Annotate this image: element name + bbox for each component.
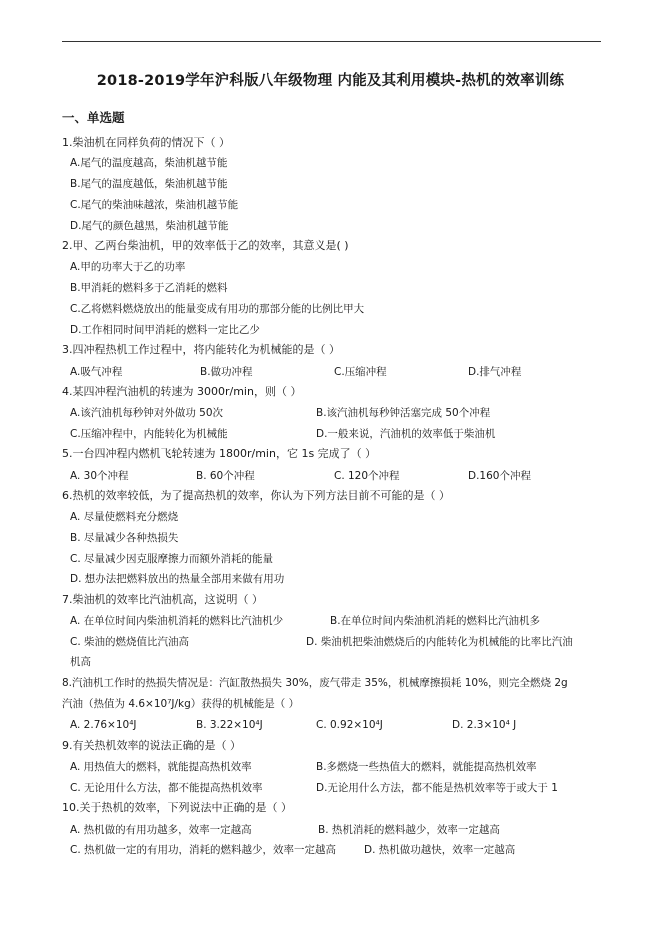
question-5-option-c: C. 120个冲程	[334, 470, 400, 482]
question-10-option-b: B. 热机消耗的燃料越少，效率一定越高	[318, 824, 500, 836]
question-10-option-c: C. 热机做一定的有用功，消耗的燃料越少，效率一定越高	[70, 844, 337, 856]
question-6-option-b: B. 尽量减少各种热损失	[70, 532, 179, 544]
question-6-option-a: A. 尽量使燃料充分燃烧	[70, 511, 179, 523]
question-7-stem: 7.柴油机的效率比汽油机高，这说明（ ）	[62, 593, 263, 606]
question-3-option-b: B.做功冲程	[200, 366, 253, 378]
question-1-stem: 1.柴油机在同样负荷的情况下（ ）	[62, 136, 230, 149]
question-5-option-b: B. 60个冲程	[196, 470, 255, 482]
question-9-option-b: B.多燃烧一些热值大的燃料，就能提高热机效率	[316, 761, 537, 773]
question-1-option-a: A.尾气的温度越高，柴油机越节能	[70, 157, 228, 169]
question-7-option-b: B.在单位时间内柴油机消耗的燃料比汽油机多	[330, 615, 541, 627]
question-1-option-d: D.尾气的颜色越黑，柴油机越节能	[70, 220, 229, 232]
question-4-option-c: C.压缩冲程中，内能转化为机械能	[70, 428, 228, 440]
question-7-option-d-continued: 机高	[70, 656, 91, 668]
question-9-stem: 9.有关热机效率的说法正确的是（ ）	[62, 739, 241, 752]
question-10-stem: 10.关于热机的效率，下列说法中正确的是（ ）	[62, 801, 292, 814]
question-3-stem: 3.四冲程热机工作过程中，将内能转化为机械能的是（ ）	[62, 343, 340, 356]
question-9-option-c: C. 无论用什么方法，都不能提高热机效率	[70, 782, 263, 794]
question-2-stem: 2.甲、乙两台柴油机，甲的效率低于乙的效率，其意义是( )	[62, 239, 349, 252]
question-2-option-a: A.甲的功率大于乙的功率	[70, 261, 186, 273]
question-1-option-c: C.尾气的柴油味越浓，柴油机越节能	[70, 199, 239, 211]
question-2-option-b: B.甲消耗的燃料多于乙消耗的燃料	[70, 282, 228, 294]
question-4-stem: 4.某四冲程汽油机的转速为 3000r/min，则（ ）	[62, 385, 302, 398]
question-1-option-b: B.尾气的温度越低，柴油机越节能	[70, 178, 228, 190]
document-title: 2018-2019学年沪科版八年级物理 内能及其利用模块-热机的效率训练	[96, 73, 565, 89]
header-rule	[62, 41, 601, 42]
question-9-option-d: D.无论用什么方法，都不能是热机效率等于或大于 1	[316, 782, 558, 794]
question-2-option-d: D.工作相同时间甲消耗的燃料一定比乙少	[70, 324, 260, 336]
question-2-option-c: C.乙将燃料燃烧放出的能量变成有用功的那部分能的比例比甲大	[70, 303, 365, 315]
question-8-stem: 8.汽油机工作时的热损失情况是：汽缸散热损失 30%，废气带走 35%，机械摩擦损耗 10%，则完全燃烧 2g	[62, 677, 568, 689]
question-4-option-a: A.该汽油机每秒钟对外做功 50次	[70, 407, 224, 419]
question-5-option-a: A. 30个冲程	[70, 470, 129, 482]
question-6-option-d: D. 想办法把燃料放出的热量全部用来做有用功	[70, 573, 285, 585]
question-5-option-d: D.160个冲程	[468, 470, 531, 482]
question-4-option-b: B.该汽油机每秒钟活塞完成 50个冲程	[316, 407, 491, 419]
question-3-option-d: D.排气冲程	[468, 366, 522, 378]
question-6-stem: 6.热机的效率较低，为了提高热机的效率，你认为下列方法目前不可能的是（ ）	[62, 489, 450, 502]
question-7-option-c: C. 柴油的燃烧值比汽油高	[70, 636, 190, 648]
question-8-option-b: B. 3.22×10⁴J	[196, 719, 263, 731]
question-4-option-d: D.一般来说，汽油机的效率低于柴油机	[316, 428, 496, 440]
question-10-option-d: D. 热机做功越快，效率一定越高	[364, 844, 516, 856]
question-10-option-a: A. 热机做的有用功越多，效率一定越高	[70, 824, 252, 836]
section-heading: 一、单选题	[62, 110, 125, 125]
question-7-option-a: A. 在单位时间内柴油机消耗的燃料比汽油机少	[70, 615, 284, 627]
question-5-stem: 5.一台四冲程内燃机飞轮转速为 1800r/min，它 1s 完成了（ ）	[62, 447, 377, 460]
question-6-option-c: C. 尽量减少因克服摩擦力而额外消耗的能量	[70, 553, 274, 565]
question-3-option-c: C.压缩冲程	[334, 366, 387, 378]
question-9-option-a: A. 用热值大的燃料，就能提高热机效率	[70, 761, 252, 773]
question-8-option-d: D. 2.3×10⁴ J	[452, 719, 517, 731]
question-8-option-c: C. 0.92×10⁴J	[316, 719, 383, 731]
question-8-option-a: A. 2.76×10⁴J	[70, 719, 137, 731]
question-8-stem-continued: 汽油（热值为 4.6×10⁷J/kg）获得的机械能是（ ）	[62, 698, 300, 710]
question-7-option-d: D. 柴油机把柴油燃烧后的内能转化为机械能的比率比汽油	[306, 636, 573, 648]
question-3-option-a: A.吸气冲程	[70, 366, 123, 378]
